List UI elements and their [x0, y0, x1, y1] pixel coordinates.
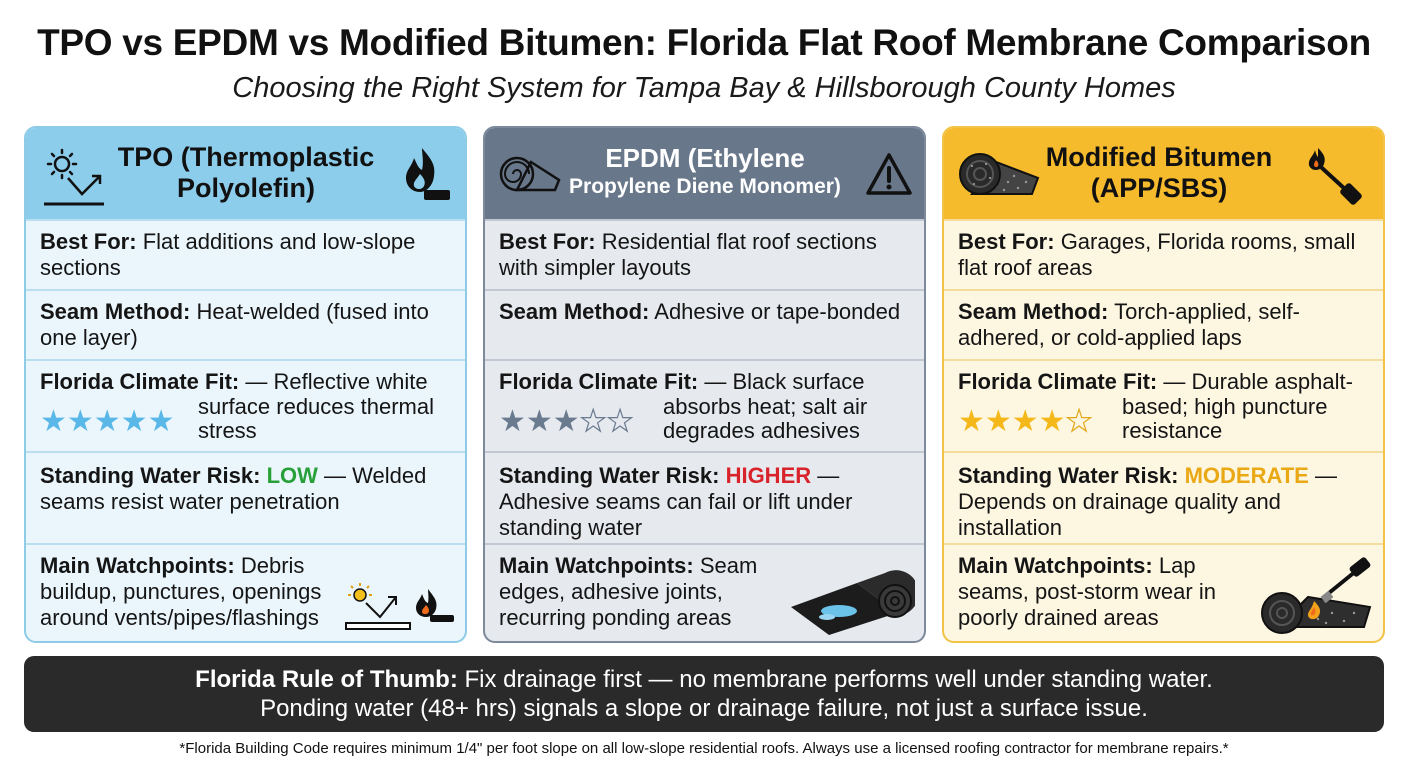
card-title-epdm: EPDM (Ethylene Propylene Diene Monomer) — [569, 143, 841, 198]
sun-reflect-icon — [40, 148, 108, 210]
risk-level-badge: LOW — [266, 463, 318, 488]
watchpoints-row: Main Watchpoints: Debris buildup, punctures, openings around vents/pipes/flashings — [26, 543, 465, 643]
torch-roll-icon — [1248, 557, 1376, 637]
seam-method-row: Seam Method: Adhesive or tape-bonded — [485, 289, 924, 359]
seam-method-row: Seam Method: Heat-welded (fused into one layer) — [26, 289, 465, 359]
membrane-roll-icon — [497, 150, 561, 198]
bitumen-roll-icon — [956, 144, 1040, 204]
sun-reflect-flame-icon — [344, 581, 458, 633]
best-for-row: Best For: Garages, Florida rooms, small flat roof areas — [944, 219, 1383, 289]
card-title-tpo: TPO (Thermoplastic Polyolefin) — [117, 142, 375, 203]
risk-level-badge: MODERATE — [1184, 463, 1309, 488]
flame-torch-icon — [400, 144, 456, 202]
torch-icon — [1306, 142, 1374, 206]
standing-water-risk-row: Standing Water Risk: HIGHER — Adhesive seams can fail or lift under standing water — [485, 451, 924, 543]
watchpoints-row: Main Watchpoints: Seam edges, adhesive joints, recurring ponding areas — [485, 543, 924, 643]
climate-fit-row: Florida Climate Fit: — Black surface ★★★★★ absorbs heat; salt air degrades adhesives — [485, 359, 924, 451]
card-epdm — [483, 126, 926, 643]
climate-fit-row: Florida Climate Fit: — Durable asphalt- ★★★★★ based; high puncture resistance — [944, 359, 1383, 451]
card-title-modified-bitumen: Modified Bitumen (APP/SBS) — [1045, 142, 1273, 203]
star-rating: ★★★★★ — [499, 405, 634, 438]
card-header-modified-bitumen — [944, 128, 1383, 219]
star-rating: ★★★★★ — [958, 405, 1093, 438]
page-title: TPO vs EPDM vs Modified Bitumen: Florida Flat Roof Membrane Comparison — [37, 22, 1371, 63]
card-modified-bitumen — [942, 126, 1385, 643]
risk-level-badge: HIGHER — [725, 463, 812, 488]
ponding-roll-icon — [787, 567, 915, 637]
standing-water-risk-row: Standing Water Risk: MODERATE — Depends on drainage quality and installation — [944, 451, 1383, 543]
seam-method-row: Seam Method: Torch-applied, self-adhered, or cold-applied laps — [944, 289, 1383, 359]
page-subtitle: Choosing the Right System for Tampa Bay & Hillsborough County Homes — [232, 72, 1176, 104]
card-header-tpo — [26, 128, 465, 219]
best-for-row: Best For: Residential flat roof sections with simpler layouts — [485, 219, 924, 289]
warning-triangle-icon — [865, 152, 913, 196]
card-header-epdm — [485, 128, 924, 219]
star-rating: ★★★★★ — [40, 405, 175, 438]
footnote: *Florida Building Code requires minimum 1/4" per foot slope on all low-slope residential roofs. Always use a licensed roofing contractor for membrane repairs.* — [179, 740, 1229, 757]
best-for-row: Best For: Flat additions and low-slope sections — [26, 219, 465, 289]
standing-water-risk-row: Standing Water Risk: LOW — Welded seams resist water penetration — [26, 451, 465, 543]
card-tpo — [24, 126, 467, 643]
rule-of-thumb-banner: Florida Rule of Thumb: Fix drainage first — no membrane performs well under standing water. Ponding water (48+ hrs) signals a slope or drainage failure, not just a surface issue. — [24, 656, 1384, 732]
watchpoints-row: Main Watchpoints: Lap seams, post-storm wear in poorly drained areas — [944, 543, 1383, 643]
climate-fit-row: Florida Climate Fit: — Reflective white ★★★★★ surface reduces thermal stress — [26, 359, 465, 451]
